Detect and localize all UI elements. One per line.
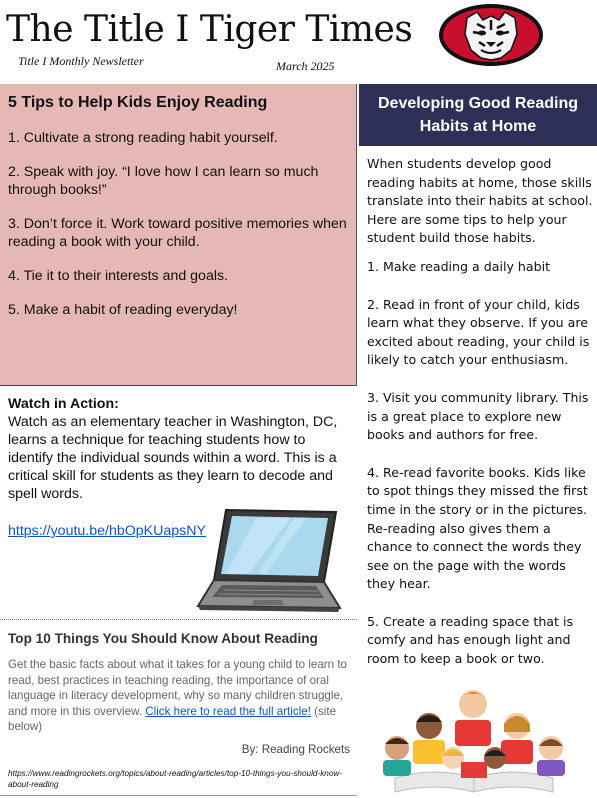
tips-section bbox=[0, 84, 357, 386]
article-section bbox=[8, 630, 350, 756]
article-summary: Get the basic facts about what it takes for a young child to learn to read, best practices in teaching reading, the importance of oral language in literacy development, why so many children struggle, and more in this overview. bbox=[8, 658, 347, 718]
kids-reading-illustration bbox=[375, 682, 573, 794]
article-byline: By: Reading Rockets bbox=[241, 742, 350, 756]
newsletter-date: March 2025 bbox=[276, 59, 335, 73]
habits-column bbox=[357, 84, 597, 798]
article-title: Top 10 Things You Should Know About Reading bbox=[8, 631, 318, 646]
watch-title: Watch in Action: bbox=[8, 396, 119, 412]
tip-item: 2. Speak with joy. “I love how I can learn so much through books!” bbox=[8, 164, 319, 198]
habit-item: 1. Make reading a daily habit bbox=[367, 258, 551, 274]
article-link[interactable]: Click here to read the full article! bbox=[145, 704, 311, 718]
video-link[interactable]: https://youtu.be/hbOpKUapsNY bbox=[8, 523, 206, 539]
newsletter-subtitle: Title I Monthly Newsletter bbox=[18, 54, 144, 68]
tip-item: 4. Tie it to their interests and goals. bbox=[8, 268, 229, 284]
watch-body: Watch as an elementary teacher in Washington, DC, learns a technique for teaching students how to identify the individual sounds within a word. This is a critical skill for students as they learn to decode and spell words. bbox=[8, 414, 338, 502]
article-link-note: (site below) bbox=[8, 704, 337, 734]
habits-title: Developing Good Reading Habits at Home bbox=[359, 84, 597, 146]
newsletter-title: The Title I Tiger Times bbox=[6, 9, 413, 50]
article-body bbox=[8, 657, 350, 735]
tiger-logo bbox=[437, 2, 545, 68]
section-divider bbox=[0, 619, 357, 620]
habit-item: 3. Visit you community library. This is a great place to explore new books and authors for free. bbox=[367, 389, 589, 443]
tip-item: 1. Cultivate a strong reading habit yourself. bbox=[8, 130, 278, 146]
habit-item: 2. Read in front of your child, kids learn what they observe. If you are excited about reading, your child is likely to catch your enthusiasm. bbox=[367, 296, 590, 368]
tips-list bbox=[8, 129, 348, 319]
bottom-rule bbox=[0, 795, 357, 796]
tips-title: 5 Tips to Help Kids Enjoy Reading bbox=[8, 94, 268, 111]
habits-intro: When students develop good reading habits at home, those skills translate into their habits at school. Here are some tips to help your student build those habits. bbox=[367, 156, 593, 246]
tip-item: 5. Make a habit of reading everyday! bbox=[8, 302, 238, 318]
article-url: https://www.readingrockets.org/topics/about-reading/articles/top-10-things-you-should-know-about-reading bbox=[8, 769, 343, 789]
habits-body bbox=[367, 155, 593, 688]
habit-item: 5. Create a reading space that is comfy and has enough light and room to keep a book or two. bbox=[367, 613, 574, 667]
laptop-illustration bbox=[196, 506, 342, 616]
habit-item: 4. Re-read favorite books. Kids like to spot things they missed the first time in the story or in the pictures. Re-reading also gives them a chance to connect the words they see on the page with the words they hear. bbox=[367, 464, 588, 592]
tip-item: 3. Don’t force it. Work toward positive memories when reading a book with your child. bbox=[8, 216, 347, 250]
